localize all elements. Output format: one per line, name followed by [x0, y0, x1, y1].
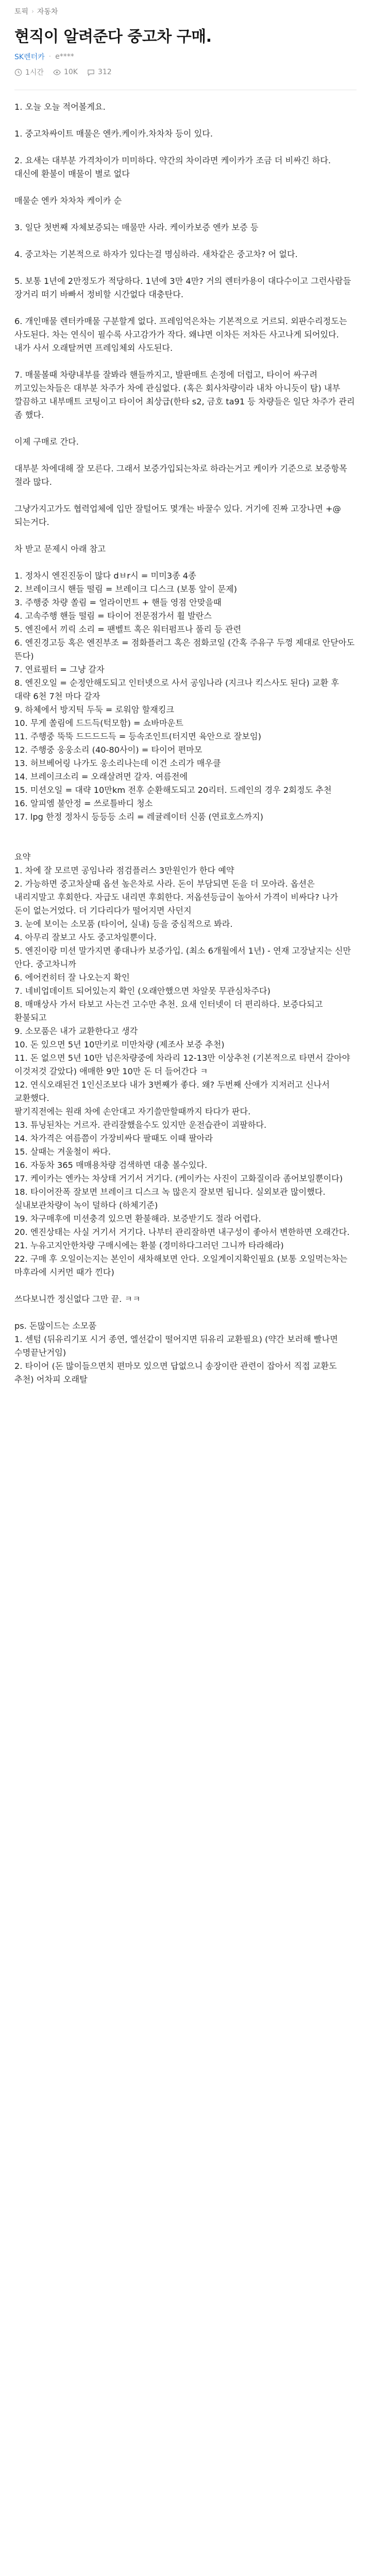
comment-icon: [87, 69, 95, 76]
chevron-right-icon: ›: [31, 8, 34, 15]
author-name[interactable]: e****: [55, 53, 74, 61]
breadcrumb-topic[interactable]: 토픽: [14, 8, 29, 16]
comments-stat[interactable]: [87, 68, 112, 76]
separator-dot: ·: [48, 53, 52, 61]
clock-icon: [14, 69, 22, 76]
time-stat: [14, 67, 44, 77]
breadcrumb: [14, 0, 357, 16]
breadcrumb-category[interactable]: 자동차: [37, 8, 58, 16]
author-line: [14, 52, 357, 62]
time-ago: 1시간: [25, 69, 44, 77]
post-title: 현직이 알려준다 중고차 구매.: [14, 28, 212, 46]
view-count: 10K: [63, 68, 78, 76]
comment-count: 312: [97, 68, 112, 76]
eye-icon: [53, 69, 61, 76]
views-stat: [53, 68, 78, 76]
post-stats: [14, 67, 357, 77]
company-name[interactable]: SK렌터카: [14, 53, 45, 61]
post-body: 1. 오늘 오늘 적어볼게요. 1. 중고차싸이트 매물은 엔카.케이카.차차차 등이 있다. 2. 요새는 대부분 가격차이가 미미하다. 약간의 차이라면 케이카가 조금 더 비싸긴 하다. 대신에 환불이 매물이 별로 없다 매물순 엔카 차차차 케이카 순 3. 일단 첫번째 자체보증되는 매물만 사라. 케이카보증 엔카 보증 등 4. 중고차는 기본적으로 하자가 있다는걸 명심하라. 새차같은 중고차? 어 없다. 5. 보통 1년에 2만정도가 적당하다. 1년에 3만 4만? 거의 렌터카용이 대다수이고 그런사람들 장거리 떠기 바빠서 정비할 시간없다 대충탄다. 6. 개인매물 렌터카매물 구분할게 없다. 프레임억은차는 기본적으로 거르되. 외판수리정도는 사도된다. 차는 연식이 필수록 사고감가가 작다. 왜냐면 이차든 저차든 사고나게 되어있다. 내가 사서 오래탈꺼면 프레임체외 사도된다. 7. 매물볼때 차량내부를 잘봐라 핸들까지고, 발판매트 손정에 더럽고, 타이어 싸구려 끼고있는차들은 대부분 차주가 차에 관심없다. (혹은 회사차량이라 내차 아니듯이 탐) 내부 깔끔하고 내부매트 코팅이고 타이어 최상급(한타 s2, 금호 ta91 등 차량들은 일단 차주가 관리 좀 했다. 이제 구매로 간다. 대부분 차에대해 잘 모른다. 그래서 보증가입되는차로 하라는거고 케이카 기준으로 보증항목 절라 많다. 그냥가지고가도 협력업체에 입만 잘털어도 몇개는 바꿀수 있다. 거기에 진짜 고장나면 +@ 되는거다. 차 받고 문제시 아래 참고 1. 정차시 엔진진동이 많다 dㅂr시 = 미미3종 4종 2. 브레이크시 핸들 떨림 = 브레이크 디스크 (보통 앞이 문제) 3. 주행중 차량 쏠림 = 얼라이먼트 + 핸들 영점 안맞을때 4. 고속주행 핸들 떨림 = 타이어 전문점가서 휠 발란스 5. 엔진에서 끼릭 소리 = 팬벨트 혹은 워터펌프나 풀리 등 관련 6. 엔진경고등 혹은 엔진부조 = 점화플러그 혹은 점화코일 (간혹 주유구 두껑 제대로 안닫아도 뜬다) 7. 연료필터 = 그냥 갈자 8. 엔진오일 = 순정안해도되고 인터넷으로 사서 공임나라 (지크나 킥스사도 된다) 교환 후 대략 6천 7천 마다 갈자 9. 하체에서 방지틱 두둑 = 로워암 할재킹크 10. 무게 쏠림에 드드득(턱모함) = 쇼바마운트 11. 주행중 뚝뚝 드드드드득 = 등속조인트(터지면 육안으로 잘보임) 12. 주행중 웅웅소리 (40-80사이) = 타이어 편마모 13. 허브베어링 나가도 웅소리나는데 이건 소리가 매우클 14. 브레이크소리 = 오래살려면 갈자. 여름전에 15. 미션오일 = 대략 10만km 전후 순환해도되고 20리터. 드레인의 경우 2회정도 추천 16. 알피엠 불안정 = 쓰로틀바디 청소 17. lpg 한정 정차시 등등등 소리 = 레귤레이터 신품 (연료호스까지) 요약 1. 차에 잘 모르면 공임나라 점검플러스 3만원인가 한다 예약 2. 가능하면 중고차살때 옵션 높은차로 사라. 돈이 부담되면 돈을 더 모아라. 옵션은 내리지말고 후회한다. 자급도 내리면 후회한다. 저옵션등급이 높아서 가격이 비싸다? 나가 돈이 없는거었다. 더 기다리다가 떨어지면 사던지 3. 눈에 보이는 소모품 (타이어, 실내) 등을 중심적으로 봐라. 4. 아무리 잘보고 사도 중고차일뿐이다. 5. 엔진이랑 미션 말가지면 좋대나카 보증가입. (최소 6개월에서 1년) - 연재 고장날지는 신만 안다. 중고차니까 6. 에어컨히터 잘 나오는지 확인 7. 네비업데이트 되어있는지 확인 (오래안했으면 차알못 무관심차주다) 8. 매매상사 가서 타보고 사는건 고수만 추천. 요새 인터넷이 더 편리하다. 보증다되고 환불되고 9. 소모품은 내가 교환한다고 생각 10. 돈 있으면 5년 10만키로 미만차량 (제조사 보증 추천) 11. 돈 없으면 5년 10만 넘은차량중에 차라리 12-13만 이상추천 (기본적으로 타면서 갈아야 이것저것 갈았다) 애매한 9만 10만 돈 더 들어간다 ㅋ 12. 연식오래된건 1인신조보다 내가 3번째가 좋다. 왜? 두번째 산애가 지저러고 신나서 교환했다. 팔기직전에는 원래 차에 손안대고 자기쓸만할때까지 타다가 판다. 13. 튜닝된차는 거르자. 관리잘했을수도 있지만 운전습관이 괴팔하다. 14. 차가격은 여름쯤이 가장비싸다 팔때도 이때 팔아라 15. 살때는 겨울철이 싸다. 16. 자동차 365 매매용차량 검색하면 대충 볼수있다. 17. 케이카는 엔카는 차상태 거기서 거기다. (케이카는 사진이 고화질이라 좀어보일뿐이다) 18. 타이어잔폭 잘보면 브레이크 디스크 녹 많은지 잘보면 됩니다. 실외보관 많이했다. 실내보관차량이 녹이 덜하다 (하체기준) 19. 차구매후에 미션충격 있으면 환불해라. 보증받기도 절라 어렵다. 20. 엔진상태는 사실 거기서 거기다. 나부터 관리잘하면 내구성이 좋아서 변한하면 오래간다. 21. 누유고지안한차량 구매시에는 환불 (경미하다그러던 그니까 타라해라) 22. 구매 후 오일이는지는 본인이 새차해보면 안다. 오일게이지확인필요 (보통 오일먹는차는 마후라에 시커먼 때가 낀다) 쓰다보니깐 정신없다 그만 끝. ㅋㅋ ps. 돈많이드는 소모품 1. 센텀 (뒤유리기포 시거 종연, 엘선같이 떨어지면 뒤유리 교환필요) (약간 보러해 빨나면 수명끝난거임) 2. 타이어 (돈 많이들으면치 편마모 있으면 답없으니 송장이란 관련이 잡아서 직접 교환도 추천) 어차피 오래탈: [14, 102, 355, 1384]
